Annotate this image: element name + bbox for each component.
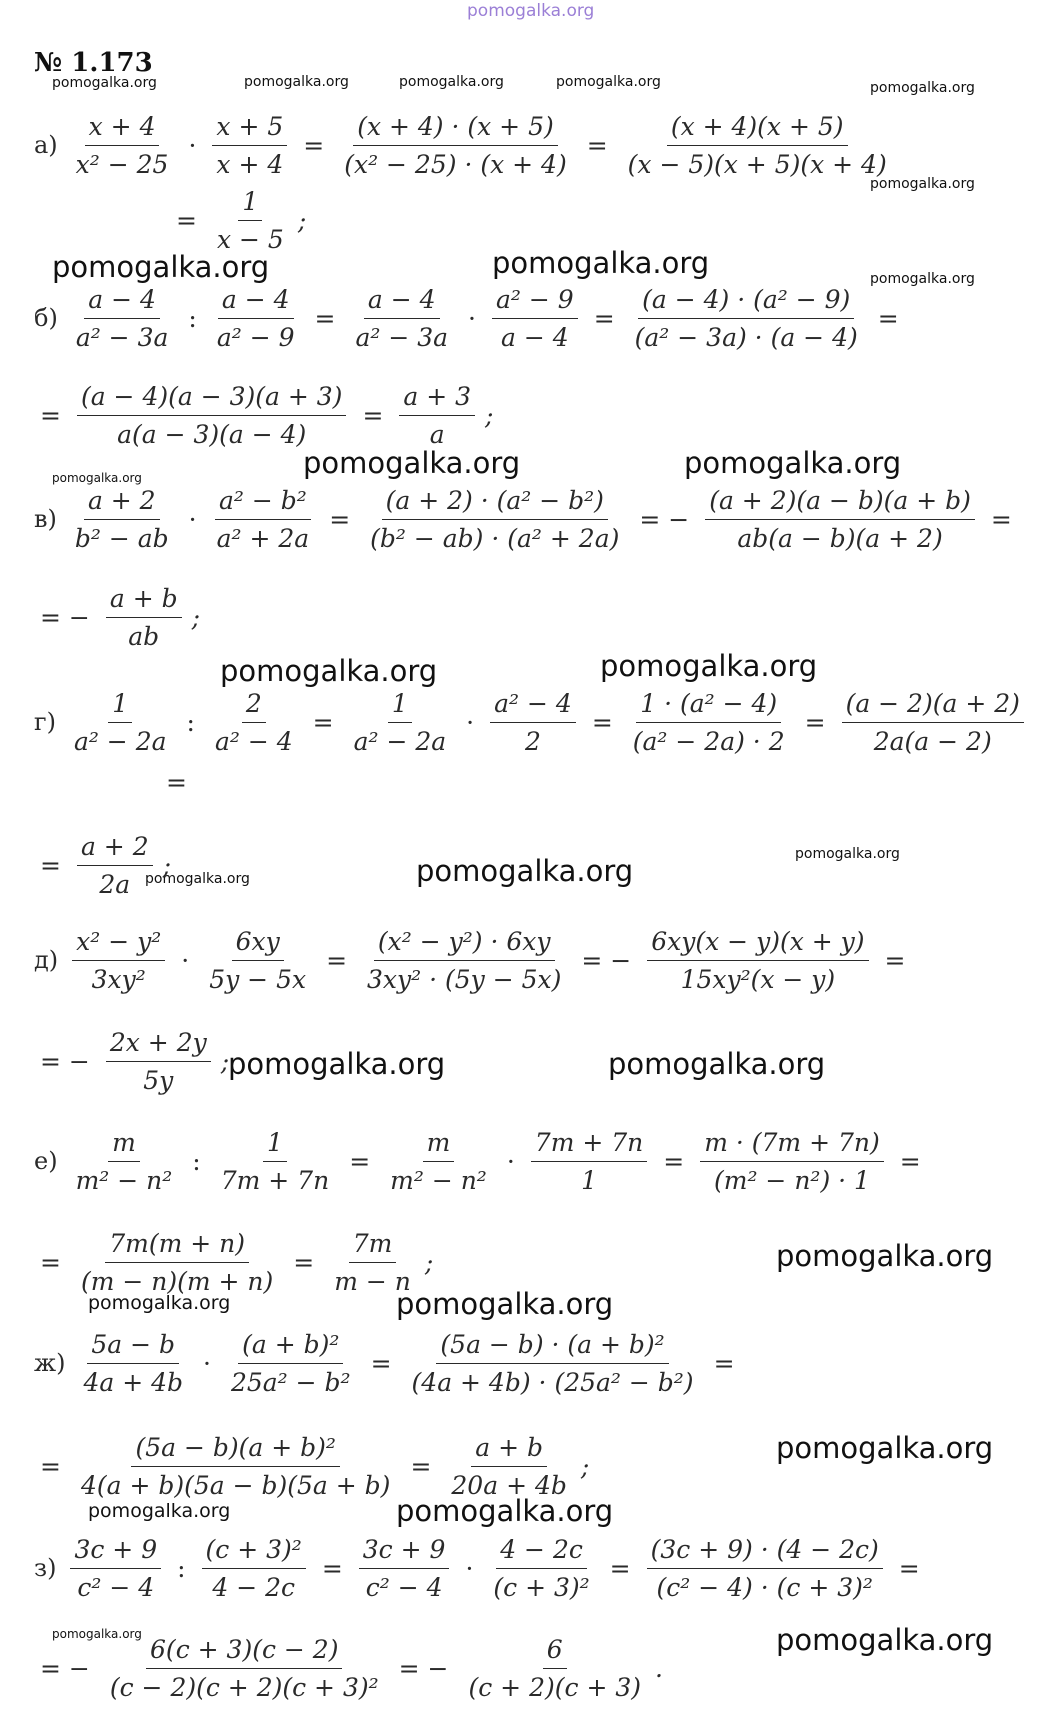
operator: = — [40, 850, 61, 880]
watermark-large: pomogalka.org — [228, 1047, 446, 1081]
numerator: 1 — [388, 689, 412, 723]
punctuation: ; — [297, 205, 307, 235]
numerator: a − 4 — [218, 285, 294, 319]
numerator: (a + 2)(a − b)(a + b) — [705, 486, 975, 520]
watermark-large: pomogalka.org — [776, 1623, 994, 1657]
watermark-small: pomogalka.org — [88, 1292, 231, 1314]
punctuation: ; — [191, 602, 201, 632]
watermark-large: pomogalka.org — [396, 1287, 614, 1321]
denominator: m² − n² — [75, 1165, 173, 1195]
fraction — [489, 1535, 593, 1602]
operator: = — [40, 400, 61, 430]
fraction — [71, 486, 173, 553]
numerator: (5a − b) · (a + b)² — [436, 1330, 668, 1364]
operator: = — [877, 303, 899, 333]
numerator: m · (7m + 7n) — [700, 1128, 884, 1162]
operator: = — [293, 1247, 315, 1277]
denominator: (m² − n²) · 1 — [714, 1165, 870, 1195]
denominator: (b² − ab) · (a² + 2a) — [370, 523, 620, 553]
denominator: a² − 3a — [75, 322, 169, 352]
problem-number: № 1.173 — [34, 48, 153, 78]
operator: : — [186, 707, 195, 737]
numerator: 6xy(x − y)(x + y) — [647, 927, 868, 961]
equation-line — [34, 105, 891, 185]
fraction — [205, 927, 310, 994]
site-header-watermark: pomogalka.org — [467, 1, 595, 21]
denominator: (a² − 2a) · 2 — [632, 726, 785, 756]
fraction — [79, 1330, 187, 1397]
operator: · — [465, 1553, 474, 1583]
operator: : — [192, 1146, 201, 1176]
numerator: a² − 9 — [492, 285, 578, 319]
operator: = — [321, 1553, 343, 1583]
fraction — [350, 689, 451, 756]
numerator: 1 — [238, 187, 262, 221]
equation-line — [160, 742, 193, 822]
operator: = — [591, 707, 613, 737]
fraction — [464, 1635, 645, 1702]
denominator: 25a² − b² — [230, 1367, 351, 1397]
denominator: (x − 5)(x + 5)(x + 4) — [627, 149, 887, 179]
fraction — [77, 1433, 395, 1500]
fraction — [447, 1433, 570, 1500]
denominator: (m − n)(m + n) — [80, 1266, 274, 1296]
fraction — [212, 112, 287, 179]
denominator: a(a − 3)(a − 4) — [117, 419, 307, 449]
problem-label: д) — [34, 946, 59, 974]
equation-line — [34, 1628, 663, 1708]
operator: = — [804, 707, 826, 737]
watermark-large: pomogalka.org — [600, 649, 818, 683]
denominator: (c + 3)² — [493, 1572, 590, 1602]
operator: = — [362, 400, 384, 430]
operator: = − — [40, 1046, 90, 1076]
operator: = − — [581, 945, 632, 975]
numerator: 1 — [108, 689, 132, 723]
denominator: (c² − 4) · (c + 3)² — [656, 1572, 873, 1602]
fraction — [72, 927, 165, 994]
fraction — [631, 285, 862, 352]
operator: = — [40, 1247, 61, 1277]
watermark-large: pomogalka.org — [776, 1239, 994, 1273]
watermark-large: pomogalka.org — [303, 446, 521, 480]
watermark-large: pomogalka.org — [684, 446, 902, 480]
watermark-large: pomogalka.org — [776, 1431, 994, 1465]
operator: · — [188, 504, 197, 534]
fraction — [399, 382, 475, 449]
numerator: (x² − y²) · 6xy — [374, 927, 555, 961]
fraction — [70, 689, 171, 756]
watermark-small: pomogalka.org — [870, 176, 975, 192]
numerator: a − 4 — [364, 285, 440, 319]
fraction — [842, 689, 1024, 756]
watermark-small: pomogalka.org — [52, 471, 142, 485]
fraction — [531, 1128, 647, 1195]
operator: : — [188, 303, 197, 333]
numerator: x + 5 — [212, 112, 287, 146]
denominator: c² − 4 — [365, 1572, 443, 1602]
fraction — [213, 486, 314, 553]
numerator: 5a − b — [87, 1330, 179, 1364]
numerator: a² − 4 — [490, 689, 576, 723]
problem-label: в) — [34, 505, 57, 533]
operator: = − — [639, 504, 690, 534]
fraction — [70, 1535, 161, 1602]
denominator: 5y — [143, 1065, 174, 1095]
numerator: (c + 3)² — [202, 1535, 306, 1569]
operator: = — [609, 1553, 631, 1583]
operator: · — [506, 1146, 515, 1176]
fraction — [624, 112, 891, 179]
fraction — [227, 1330, 355, 1397]
fraction — [106, 1028, 211, 1095]
denominator: 3xy² — [91, 964, 146, 994]
punctuation: ; — [424, 1247, 434, 1277]
problem-label: г) — [34, 708, 56, 736]
equation-line — [34, 1121, 927, 1201]
operator: : — [177, 1553, 186, 1583]
numerator: 6 — [543, 1635, 567, 1669]
numerator: (x + 4)(x + 5) — [667, 112, 848, 146]
fraction — [490, 689, 576, 756]
denominator: a² − 4 — [214, 726, 293, 756]
fraction — [77, 832, 153, 899]
denominator: x + 4 — [216, 149, 284, 179]
operator: = — [176, 205, 197, 235]
fraction — [106, 584, 182, 651]
fraction — [72, 285, 173, 352]
numerator: a + b — [106, 584, 182, 618]
denominator: (c − 2)(c + 2)(c + 3)² — [109, 1672, 379, 1702]
equation-line — [34, 1528, 926, 1608]
denominator: 3xy² · (5y − 5x) — [367, 964, 562, 994]
numerator: a + 3 — [399, 382, 475, 416]
problem-label: а) — [34, 131, 58, 159]
equation-line — [170, 180, 306, 260]
problem-label: е) — [34, 1147, 58, 1175]
equation-line — [34, 1222, 433, 1302]
operator: = — [166, 767, 187, 797]
numerator: a + 2 — [84, 486, 160, 520]
fraction — [351, 285, 452, 352]
numerator: 2x + 2y — [106, 1028, 211, 1062]
operator: = — [663, 1146, 685, 1176]
fraction — [77, 382, 346, 449]
equation-line — [34, 920, 911, 1000]
numerator: 6(c + 3)(c − 2) — [146, 1635, 342, 1669]
numerator: a − 4 — [84, 285, 160, 319]
denominator: 20a + 4b — [451, 1470, 567, 1500]
numerator: (a + 2) · (a² − b²) — [382, 486, 608, 520]
fraction — [408, 1330, 698, 1397]
denominator: 4a + 4b — [83, 1367, 184, 1397]
operator: = — [884, 945, 906, 975]
operator: = — [312, 707, 334, 737]
denominator: (4a + 4b) · (25a² − b²) — [411, 1367, 694, 1397]
equation-line — [34, 825, 171, 905]
watermark-large: pomogalka.org — [52, 250, 270, 284]
watermark-small: pomogalka.org — [870, 271, 975, 287]
fraction — [330, 1229, 415, 1296]
fraction — [211, 689, 297, 756]
denominator: x² − 25 — [75, 149, 169, 179]
numerator: (a − 4)(a − 3)(a + 3) — [77, 382, 346, 416]
punctuation: ; — [580, 1451, 590, 1481]
operator: = — [990, 504, 1012, 534]
punctuation: ; — [220, 1046, 230, 1076]
fraction — [629, 689, 789, 756]
equation-line — [34, 577, 200, 657]
denominator: c² − 4 — [77, 1572, 155, 1602]
denominator: 2 — [525, 726, 541, 756]
numerator: m — [423, 1128, 455, 1162]
denominator: 2a — [99, 869, 131, 899]
watermark-large: pomogalka.org — [492, 246, 710, 280]
numerator: a + b — [471, 1433, 547, 1467]
denominator: a² − 2a — [73, 726, 167, 756]
numerator: (3c + 9) · (4 − 2c) — [647, 1535, 883, 1569]
numerator: 2 — [242, 689, 266, 723]
denominator: a² − 9 — [216, 322, 295, 352]
numerator: 3c + 9 — [359, 1535, 450, 1569]
watermark-large: pomogalka.org — [416, 854, 634, 888]
fraction — [647, 1535, 883, 1602]
denominator: ab(a − b)(a + 2) — [737, 523, 943, 553]
watermark-small: pomogalka.org — [88, 1500, 231, 1522]
problem-label: з) — [34, 1554, 57, 1582]
numerator: x² − y² — [72, 927, 165, 961]
punctuation: ; — [485, 400, 494, 430]
denominator: 2a(a − 2) — [873, 726, 992, 756]
fraction — [106, 1635, 383, 1702]
denominator: x − 5 — [216, 224, 284, 254]
denominator: a² − 3a — [355, 322, 449, 352]
numerator: (a + b)² — [238, 1330, 343, 1364]
operator: · — [468, 303, 476, 333]
denominator: 4 − 2c — [212, 1572, 296, 1602]
operator: = — [326, 945, 348, 975]
fraction — [217, 1128, 333, 1195]
numerator: (a − 4) · (a² − 9) — [638, 285, 854, 319]
operator: = − — [398, 1653, 449, 1683]
fraction — [647, 927, 868, 994]
denominator: 5y − 5x — [209, 964, 307, 994]
numerator: 7m + 7n — [531, 1128, 647, 1162]
fraction — [700, 1128, 884, 1195]
equation-line — [34, 479, 1018, 559]
fraction — [363, 927, 565, 994]
fraction — [340, 112, 570, 179]
denominator: a² + 2a — [216, 523, 310, 553]
numerator: 1 — [263, 1128, 287, 1162]
fraction — [705, 486, 975, 553]
operator: = — [586, 130, 608, 160]
numerator: 7m — [349, 1229, 397, 1263]
denominator: 1 — [581, 1165, 597, 1195]
denominator: 4(a + b)(5a − b)(5a + b) — [80, 1470, 391, 1500]
operator: · — [188, 130, 197, 160]
fraction — [492, 285, 578, 352]
denominator: 7m + 7n — [220, 1165, 330, 1195]
fraction — [386, 1128, 491, 1195]
fraction — [359, 1535, 450, 1602]
denominator: ab — [128, 621, 160, 651]
numerator: m — [108, 1128, 140, 1162]
watermark-small: pomogalka.org — [145, 871, 250, 887]
operator: · — [203, 1348, 211, 1378]
fraction — [366, 486, 623, 553]
denominator: m − n — [334, 1266, 411, 1296]
denominator: 15xy²(x − y) — [680, 964, 836, 994]
denominator: a² − 2a — [353, 726, 447, 756]
watermark-large: pomogalka.org — [608, 1047, 826, 1081]
equation-line — [34, 1323, 741, 1403]
watermark-small: pomogalka.org — [556, 74, 661, 90]
fraction — [72, 112, 173, 179]
numerator: 1 · (a² − 4) — [636, 689, 781, 723]
numerator: a² − b² — [215, 486, 311, 520]
numerator: 3c + 9 — [70, 1535, 161, 1569]
operator: = — [898, 1553, 920, 1583]
numerator: (x + 4) · (x + 5) — [353, 112, 558, 146]
fraction — [213, 187, 288, 254]
operator: = — [349, 1146, 371, 1176]
watermark-small: pomogalka.org — [795, 846, 900, 862]
numerator: 7m(m + n) — [105, 1229, 249, 1263]
numerator: 4 − 2c — [496, 1535, 587, 1569]
denominator: (x² − 25) · (x + 4) — [344, 149, 567, 179]
operator: = − — [40, 602, 90, 632]
numerator: 6xy — [232, 927, 284, 961]
operator: = — [314, 303, 336, 333]
watermark-large: pomogalka.org — [396, 1494, 614, 1528]
equation-line — [34, 278, 905, 358]
equation-line — [34, 1021, 229, 1101]
denominator: m² − n² — [390, 1165, 487, 1195]
fraction — [77, 1229, 277, 1296]
operator: · — [181, 945, 190, 975]
fraction — [72, 1128, 177, 1195]
problem-label: ж) — [34, 1349, 66, 1377]
operator: = — [899, 1146, 921, 1176]
watermark-large: pomogalka.org — [220, 654, 438, 688]
operator: = − — [40, 1653, 90, 1683]
fraction — [213, 285, 299, 352]
denominator: (a² − 3a) · (a − 4) — [634, 322, 858, 352]
operator: = — [40, 1451, 61, 1481]
numerator: (5a − b)(a + b)² — [131, 1433, 339, 1467]
operator: = — [593, 303, 615, 333]
fraction — [202, 1535, 306, 1602]
punctuation: . — [655, 1653, 663, 1683]
operator: = — [713, 1348, 735, 1378]
equation-line — [34, 1426, 589, 1506]
denominator: (c + 2)(c + 3) — [468, 1672, 641, 1702]
watermark-small: pomogalka.org — [399, 74, 504, 90]
numerator: a + 2 — [77, 832, 153, 866]
watermark-small: pomogalka.org — [52, 75, 157, 91]
numerator: (a − 2)(a + 2) — [842, 689, 1024, 723]
operator: · — [466, 707, 475, 737]
operator: = — [329, 504, 351, 534]
watermark-small: pomogalka.org — [870, 80, 975, 96]
operator: = — [410, 1451, 432, 1481]
equation-line — [34, 375, 493, 455]
denominator: a — [429, 419, 445, 449]
numerator: x + 4 — [85, 112, 160, 146]
punctuation: ; — [162, 850, 172, 880]
denominator: b² − ab — [74, 523, 169, 553]
operator: = — [303, 130, 325, 160]
operator: = — [370, 1348, 392, 1378]
denominator: a − 4 — [501, 322, 569, 352]
watermark-small: pomogalka.org — [244, 74, 349, 90]
problem-label: б) — [34, 304, 58, 332]
watermark-small: pomogalka.org — [52, 1627, 142, 1641]
